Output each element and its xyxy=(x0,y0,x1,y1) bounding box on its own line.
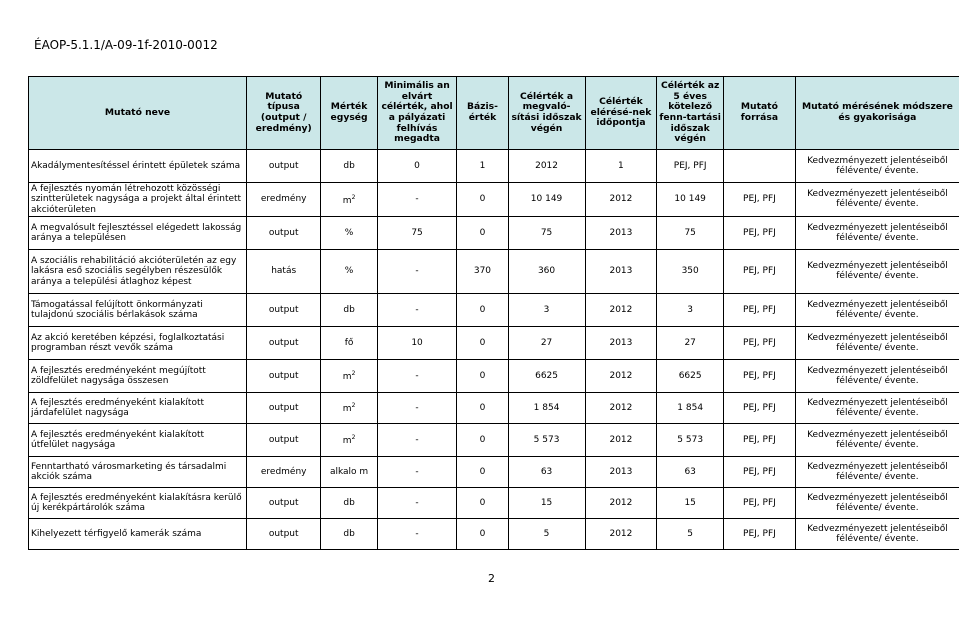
page-number: 2 xyxy=(488,572,495,585)
row-source: PEJ, PFJ xyxy=(724,423,796,456)
row-source: PEJ, PFJ xyxy=(724,359,796,392)
table-row xyxy=(29,518,959,549)
row-min-expected: - xyxy=(377,487,457,518)
row-min-expected: 75 xyxy=(377,216,457,249)
row-source: PEJ, PFJ xyxy=(724,249,796,293)
row-target-5yr: 3 xyxy=(657,293,724,326)
row-base: 0 xyxy=(457,216,508,249)
row-method: Kedvezményezett jelentéseiből félévente/ évente. xyxy=(795,518,959,549)
table-row xyxy=(29,392,959,423)
row-base: 0 xyxy=(457,293,508,326)
row-min-expected: - xyxy=(377,359,457,392)
row-type: eredmény xyxy=(247,183,321,217)
row-target-end: 63 xyxy=(508,456,585,487)
row-unit: db xyxy=(321,518,377,549)
row-source: PEJ, PFJ xyxy=(724,392,796,423)
row-target-end: 75 xyxy=(508,216,585,249)
header-base: Bázis-érték xyxy=(457,77,508,150)
row-base: 0 xyxy=(457,423,508,456)
row-target-5yr: 350 xyxy=(657,249,724,293)
row-target-date: 1 xyxy=(585,150,657,183)
row-target-date: 2012 xyxy=(585,359,657,392)
row-source: PEJ, PFJ xyxy=(724,293,796,326)
row-unit: % xyxy=(321,249,377,293)
row-method: Kedvezményezett jelentéseiből félévente/ évente. xyxy=(795,183,959,217)
row-unit: alkalo m xyxy=(321,456,377,487)
row-target-end: 3 xyxy=(508,293,585,326)
row-unit: % xyxy=(321,216,377,249)
row-target-5yr: 5 xyxy=(657,518,724,549)
row-method: Kedvezményezett jelentéseiből félévente/ évente. xyxy=(795,293,959,326)
row-method: Kedvezményezett jelentéseiből félévente/ évente. xyxy=(795,326,959,359)
row-target-5yr: PEJ, PFJ xyxy=(657,150,724,183)
row-type: output xyxy=(247,150,321,183)
header-method: Mutató mérésének módszere és gyakorisága xyxy=(795,77,959,150)
row-unit: $m^2$ xyxy=(321,392,377,423)
row-target-date: 2013 xyxy=(585,456,657,487)
row-method: Kedvezményezett jelentéseiből félévente/ évente. xyxy=(795,423,959,456)
row-type: output xyxy=(247,293,321,326)
row-target-end: 10 149 xyxy=(508,183,585,217)
row-unit: $m^2$ xyxy=(321,359,377,392)
row-type: eredmény xyxy=(247,456,321,487)
header-unit: Mérték egység xyxy=(321,77,377,150)
header-min-expected: Minimális an elvárt célérték, ahol a pályázati felhívás megadta xyxy=(377,77,457,150)
row-source: PEJ, PFJ xyxy=(724,216,796,249)
row-target-5yr: 27 xyxy=(657,326,724,359)
row-base: 0 xyxy=(457,487,508,518)
indicator-table xyxy=(28,76,959,550)
row-target-date: 2012 xyxy=(585,487,657,518)
row-target-end: 1 854 xyxy=(508,392,585,423)
row-min-expected: - xyxy=(377,293,457,326)
row-source: PEJ, PFJ xyxy=(724,183,796,217)
table-row xyxy=(29,216,959,249)
row-source: PEJ, PFJ xyxy=(724,518,796,549)
table-row xyxy=(29,487,959,518)
row-target-date: 2013 xyxy=(585,216,657,249)
row-unit: $m^2$ xyxy=(321,183,377,217)
row-target-end: 360 xyxy=(508,249,585,293)
row-base: 0 xyxy=(457,518,508,549)
row-base: 1 xyxy=(457,150,508,183)
row-method: Kedvezményezett jelentéseiből félévente/ évente. xyxy=(795,216,959,249)
row-name: Támogatással felújított önkormányzati tulajdonú szociális bérlakások száma xyxy=(29,293,247,326)
row-type: output xyxy=(247,326,321,359)
row-method: Kedvezményezett jelentéseiből félévente/ évente. xyxy=(795,487,959,518)
row-target-end: 15 xyxy=(508,487,585,518)
row-target-5yr: 63 xyxy=(657,456,724,487)
row-target-date: 2012 xyxy=(585,518,657,549)
header-target-end: Célérték a megvaló-sítási időszak végén xyxy=(508,77,585,150)
row-base: 0 xyxy=(457,326,508,359)
row-target-5yr: 1 854 xyxy=(657,392,724,423)
row-source: PEJ, PFJ xyxy=(724,326,796,359)
row-target-date: 2012 xyxy=(585,392,657,423)
row-target-end: 27 xyxy=(508,326,585,359)
row-target-date: 2012 xyxy=(585,183,657,217)
row-name: A fejlesztés nyomán létrehozott közösségi szintterületek nagysága a projekt által érintett akcióterületen xyxy=(29,183,247,217)
row-target-5yr: 10 149 xyxy=(657,183,724,217)
row-source: PEJ, PFJ xyxy=(724,487,796,518)
row-name: A fejlesztés eredményeként kialakított útfelület nagysága xyxy=(29,423,247,456)
row-type: output xyxy=(247,487,321,518)
row-source: PEJ, PFJ xyxy=(724,456,796,487)
header-target-date: Célérték elérésé-nek időpontja xyxy=(585,77,657,150)
row-method: Kedvezményezett jelentéseiből félévente/ évente. xyxy=(795,150,959,183)
row-name: A szociális rehabilitáció akcióterületén az egy lakásra eső szociális segélyben részesülők aránya a települési átlaghoz képest xyxy=(29,249,247,293)
row-base: 0 xyxy=(457,183,508,217)
table-row xyxy=(29,423,959,456)
row-target-end: 2012 xyxy=(508,150,585,183)
row-target-end: 6625 xyxy=(508,359,585,392)
row-target-date: 2012 xyxy=(585,423,657,456)
row-min-expected: 0 xyxy=(377,150,457,183)
row-source xyxy=(724,150,796,183)
row-method: Kedvezményezett jelentéseiből félévente/ évente. xyxy=(795,249,959,293)
row-type: output xyxy=(247,423,321,456)
row-target-date: 2013 xyxy=(585,326,657,359)
row-name: Akadálymentesítéssel érintett épületek száma xyxy=(29,150,247,183)
row-target-5yr: 6625 xyxy=(657,359,724,392)
row-target-end: 5 xyxy=(508,518,585,549)
row-base: 370 xyxy=(457,249,508,293)
table-row xyxy=(29,359,959,392)
row-unit: db xyxy=(321,150,377,183)
row-min-expected: - xyxy=(377,183,457,217)
row-method: Kedvezményezett jelentéseiből félévente/ évente. xyxy=(795,359,959,392)
row-name: Kihelyezett térfigyelő kamerák száma xyxy=(29,518,247,549)
row-min-expected: - xyxy=(377,249,457,293)
table-row xyxy=(29,293,959,326)
row-type: output xyxy=(247,518,321,549)
row-method: Kedvezményezett jelentéseiből félévente/ évente. xyxy=(795,456,959,487)
row-unit: $m^2$ xyxy=(321,423,377,456)
row-min-expected: - xyxy=(377,518,457,549)
header-type: Mutató típusa (output / eredmény) xyxy=(247,77,321,150)
document-id: ÉAOP-5.1.1/A-09-1f-2010-0012 xyxy=(34,38,218,52)
row-base: 0 xyxy=(457,359,508,392)
row-type: hatás xyxy=(247,249,321,293)
row-type: output xyxy=(247,359,321,392)
row-method: Kedvezményezett jelentéseiből félévente/ évente. xyxy=(795,392,959,423)
row-type: output xyxy=(247,392,321,423)
table-row xyxy=(29,249,959,293)
row-name: A fejlesztés eredményeként kialakításra kerülő új kerékpártárolók száma xyxy=(29,487,247,518)
header-row xyxy=(29,77,959,150)
table-row xyxy=(29,456,959,487)
row-name: A fejlesztés eredményeként megújított zöldfelület nagysága összesen xyxy=(29,359,247,392)
row-min-expected: 10 xyxy=(377,326,457,359)
table-row xyxy=(29,326,959,359)
row-min-expected: - xyxy=(377,423,457,456)
row-target-date: 2012 xyxy=(585,293,657,326)
row-target-end: 5 573 xyxy=(508,423,585,456)
row-unit: db xyxy=(321,487,377,518)
row-name: A megvalósult fejlesztéssel elégedett lakosság aránya a településen xyxy=(29,216,247,249)
table-row xyxy=(29,183,959,217)
row-name: Fenntartható városmarketing és társadalmi akciók száma xyxy=(29,456,247,487)
row-name: A fejlesztés eredményeként kialakított járdafelület nagysága xyxy=(29,392,247,423)
row-name: Az akció keretében képzési, foglalkoztatási programban részt vevők száma xyxy=(29,326,247,359)
row-type: output xyxy=(247,216,321,249)
row-min-expected: - xyxy=(377,456,457,487)
row-target-date: 2013 xyxy=(585,249,657,293)
row-target-5yr: 5 573 xyxy=(657,423,724,456)
row-base: 0 xyxy=(457,456,508,487)
table-row xyxy=(29,150,959,183)
row-target-5yr: 75 xyxy=(657,216,724,249)
row-unit: db xyxy=(321,293,377,326)
row-min-expected: - xyxy=(377,392,457,423)
header-source: Mutató forrása xyxy=(724,77,796,150)
header-name: Mutató neve xyxy=(29,77,247,150)
header-target-5yr: Célérték az 5 éves kötelező fenn-tartási időszak végén xyxy=(657,77,724,150)
row-base: 0 xyxy=(457,392,508,423)
row-unit: fő xyxy=(321,326,377,359)
row-target-5yr: 15 xyxy=(657,487,724,518)
